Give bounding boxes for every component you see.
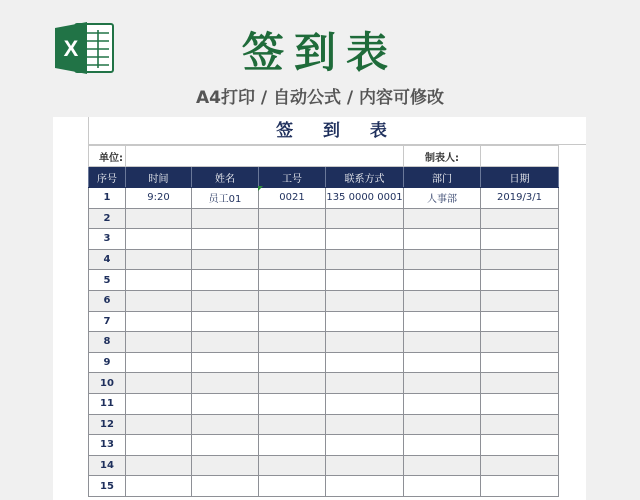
seq-cell[interactable]: 3 xyxy=(89,229,126,250)
unit-label: 单位: xyxy=(89,146,126,167)
seq-cell[interactable]: 1 xyxy=(89,188,126,209)
col-header-time[interactable]: 时间 xyxy=(126,167,192,188)
dept-cell[interactable] xyxy=(404,270,481,291)
contact-cell[interactable] xyxy=(326,352,404,373)
id-cell[interactable] xyxy=(259,229,326,250)
seq-cell[interactable]: 13 xyxy=(89,435,126,456)
time-cell[interactable] xyxy=(126,249,192,270)
table-row xyxy=(89,311,559,332)
contact-cell[interactable] xyxy=(326,393,404,414)
contact-cell[interactable] xyxy=(326,414,404,435)
col-header-date[interactable]: 日期 xyxy=(481,167,559,188)
name-cell[interactable] xyxy=(192,290,259,311)
dept-cell[interactable] xyxy=(404,455,481,476)
table-row xyxy=(89,373,559,394)
name-cell[interactable]: 员工01 xyxy=(192,188,259,209)
name-cell[interactable] xyxy=(192,352,259,373)
maker-label: 制表人: xyxy=(404,146,481,167)
time-cell[interactable] xyxy=(126,290,192,311)
unit-input-cell[interactable] xyxy=(126,146,404,167)
name-cell[interactable] xyxy=(192,455,259,476)
name-cell[interactable] xyxy=(192,311,259,332)
time-cell[interactable] xyxy=(126,352,192,373)
seq-cell[interactable]: 2 xyxy=(89,208,126,229)
dept-cell[interactable]: 人事部 xyxy=(404,188,481,209)
table-row xyxy=(89,290,559,311)
header-row xyxy=(89,167,559,188)
seq-cell[interactable]: 4 xyxy=(89,249,126,270)
time-cell[interactable] xyxy=(126,455,192,476)
date-cell[interactable] xyxy=(481,352,559,373)
name-cell[interactable] xyxy=(192,414,259,435)
seq-cell[interactable]: 10 xyxy=(89,373,126,394)
sheet-title: 签 到 表 xyxy=(88,117,586,145)
name-cell[interactable] xyxy=(192,332,259,353)
dept-cell[interactable] xyxy=(404,249,481,270)
col-header-contact[interactable]: 联系方式 xyxy=(326,167,404,188)
contact-cell[interactable] xyxy=(326,332,404,353)
time-cell[interactable] xyxy=(126,476,192,497)
name-cell[interactable] xyxy=(192,476,259,497)
name-cell[interactable] xyxy=(192,229,259,250)
date-cell[interactable]: 2019/3/1 xyxy=(481,188,559,209)
dept-cell[interactable] xyxy=(404,208,481,229)
name-cell[interactable] xyxy=(192,393,259,414)
date-cell[interactable] xyxy=(481,435,559,456)
col-header-dept[interactable]: 部门 xyxy=(404,167,481,188)
dept-cell[interactable] xyxy=(404,476,481,497)
time-cell[interactable] xyxy=(126,208,192,229)
name-cell[interactable] xyxy=(192,435,259,456)
date-cell[interactable] xyxy=(481,393,559,414)
contact-cell[interactable] xyxy=(326,249,404,270)
contact-cell[interactable] xyxy=(326,290,404,311)
id-cell[interactable] xyxy=(259,455,326,476)
dept-cell[interactable] xyxy=(404,332,481,353)
id-cell[interactable] xyxy=(259,311,326,332)
table-row xyxy=(89,332,559,353)
contact-cell[interactable]: 135 0000 0001 xyxy=(326,188,404,209)
contact-cell[interactable] xyxy=(326,311,404,332)
id-cell[interactable]: 0021 xyxy=(259,188,326,209)
maker-input-cell[interactable] xyxy=(481,146,559,167)
seq-cell[interactable]: 8 xyxy=(89,332,126,353)
dept-cell[interactable] xyxy=(404,435,481,456)
meta-row xyxy=(89,146,559,167)
contact-cell[interactable] xyxy=(326,455,404,476)
date-cell[interactable] xyxy=(481,311,559,332)
time-cell[interactable] xyxy=(126,373,192,394)
spreadsheet-preview xyxy=(53,117,586,500)
dept-cell[interactable] xyxy=(404,414,481,435)
table-row xyxy=(89,229,559,250)
id-cell[interactable] xyxy=(259,208,326,229)
seq-cell[interactable]: 6 xyxy=(89,290,126,311)
dept-cell[interactable] xyxy=(404,290,481,311)
date-cell[interactable] xyxy=(481,476,559,497)
id-cell[interactable] xyxy=(259,352,326,373)
id-cell[interactable] xyxy=(259,476,326,497)
time-cell[interactable] xyxy=(126,393,192,414)
col-header-seq[interactable]: 序号 xyxy=(89,167,126,188)
date-cell[interactable] xyxy=(481,373,559,394)
seq-cell[interactable]: 14 xyxy=(89,455,126,476)
seq-cell[interactable]: 15 xyxy=(89,476,126,497)
contact-cell[interactable] xyxy=(326,435,404,456)
time-cell[interactable] xyxy=(126,270,192,291)
date-cell[interactable] xyxy=(481,229,559,250)
dept-cell[interactable] xyxy=(404,311,481,332)
contact-cell[interactable] xyxy=(326,270,404,291)
id-cell[interactable] xyxy=(259,332,326,353)
date-cell[interactable] xyxy=(481,414,559,435)
page-title: 签到表 xyxy=(241,28,398,77)
date-cell[interactable] xyxy=(481,455,559,476)
date-cell[interactable] xyxy=(481,270,559,291)
seq-cell[interactable]: 7 xyxy=(89,311,126,332)
table-row xyxy=(89,476,559,497)
date-cell[interactable] xyxy=(481,249,559,270)
name-cell[interactable] xyxy=(192,373,259,394)
table-row xyxy=(89,352,559,373)
table-row xyxy=(89,188,559,209)
id-cell[interactable] xyxy=(259,414,326,435)
table-row xyxy=(89,414,559,435)
seq-cell[interactable]: 11 xyxy=(89,393,126,414)
contact-cell[interactable] xyxy=(326,476,404,497)
seq-cell[interactable]: 5 xyxy=(89,270,126,291)
time-cell[interactable] xyxy=(126,229,192,250)
table-row xyxy=(89,270,559,291)
date-cell[interactable] xyxy=(481,332,559,353)
id-cell[interactable] xyxy=(259,373,326,394)
dept-cell[interactable] xyxy=(404,352,481,373)
dept-cell[interactable] xyxy=(404,393,481,414)
id-cell[interactable] xyxy=(259,393,326,414)
name-cell[interactable] xyxy=(192,249,259,270)
id-cell[interactable] xyxy=(259,270,326,291)
table-row xyxy=(89,435,559,456)
contact-cell[interactable] xyxy=(326,208,404,229)
table-row xyxy=(89,393,559,414)
dept-cell[interactable] xyxy=(404,373,481,394)
name-cell[interactable] xyxy=(192,270,259,291)
time-cell[interactable] xyxy=(126,435,192,456)
table-row xyxy=(89,455,559,476)
col-header-name[interactable]: 姓名 xyxy=(192,167,259,188)
date-cell[interactable] xyxy=(481,290,559,311)
col-header-id[interactable]: 工号 xyxy=(259,167,326,188)
logo-letter: X xyxy=(63,36,79,61)
dept-cell[interactable] xyxy=(404,229,481,250)
name-cell[interactable] xyxy=(192,208,259,229)
id-cell[interactable] xyxy=(259,249,326,270)
time-cell[interactable] xyxy=(126,311,192,332)
id-cell[interactable] xyxy=(259,290,326,311)
date-cell[interactable] xyxy=(481,208,559,229)
time-cell[interactable] xyxy=(126,332,192,353)
time-cell[interactable]: 9:20 xyxy=(126,188,192,209)
signin-table xyxy=(88,145,559,497)
time-cell[interactable] xyxy=(126,414,192,435)
contact-cell[interactable] xyxy=(326,229,404,250)
page-subtitle: A4打印 / 自动公式 / 内容可修改 xyxy=(195,88,445,108)
contact-cell[interactable] xyxy=(326,373,404,394)
seq-cell[interactable]: 9 xyxy=(89,352,126,373)
seq-cell[interactable]: 12 xyxy=(89,414,126,435)
comment-marker-icon xyxy=(258,186,263,191)
id-cell[interactable] xyxy=(259,435,326,456)
table-row xyxy=(89,249,559,270)
table-row xyxy=(89,208,559,229)
